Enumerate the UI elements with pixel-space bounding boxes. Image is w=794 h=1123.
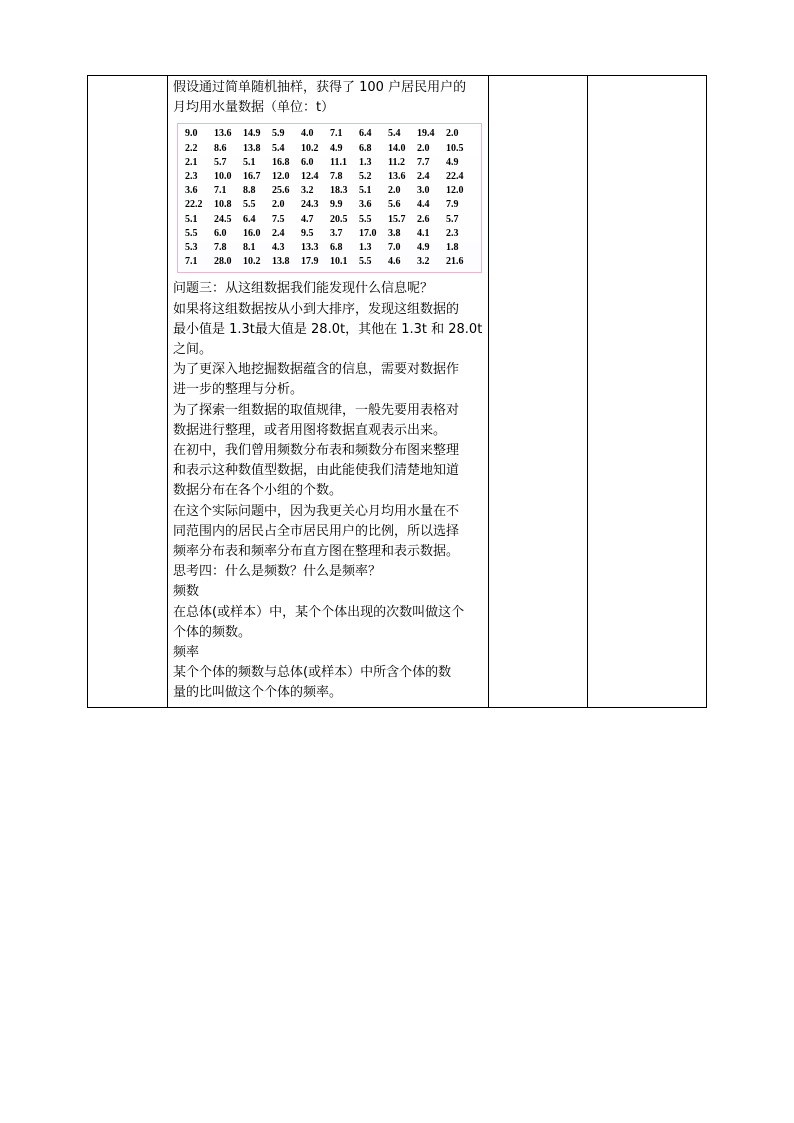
data-value: 4.1 bbox=[417, 227, 430, 239]
data-value: 13.3 bbox=[301, 242, 319, 254]
data-value: 12.0 bbox=[446, 185, 464, 197]
body-text bbox=[173, 279, 484, 703]
data-value: 10.0 bbox=[214, 171, 232, 183]
data-value: 28.0 bbox=[214, 256, 232, 268]
data-value: 2.4 bbox=[417, 171, 430, 183]
data-value: 24.5 bbox=[214, 213, 232, 225]
data-row bbox=[185, 213, 475, 227]
data-value: 7.1 bbox=[330, 128, 343, 140]
text-line: 问题三：从这组数据我们能发现什么信息呢？ bbox=[173, 281, 434, 297]
data-value: 3.8 bbox=[388, 227, 401, 239]
data-value: 5.1 bbox=[185, 213, 198, 225]
data-row bbox=[185, 184, 475, 198]
data-value: 3.7 bbox=[330, 227, 343, 239]
data-value: 10.8 bbox=[214, 199, 232, 211]
data-value: 7.0 bbox=[388, 242, 401, 254]
data-value: 11.2 bbox=[388, 156, 405, 168]
data-value: 9.5 bbox=[301, 227, 314, 239]
data-value: 13.6 bbox=[388, 171, 406, 183]
content-cell bbox=[168, 76, 489, 708]
text-line: 个体的频数。 bbox=[173, 624, 252, 640]
data-value: 3.6 bbox=[359, 199, 372, 211]
text-line: 频率 bbox=[173, 645, 200, 661]
text-line: 数据分布在各个小组的个数。 bbox=[173, 483, 343, 499]
data-value: 6.0 bbox=[301, 156, 314, 168]
data-value: 14.9 bbox=[243, 128, 261, 140]
data-value: 2.2 bbox=[185, 142, 198, 154]
data-value: 5.5 bbox=[359, 256, 372, 268]
text-line: 进一步的整理与分析。 bbox=[173, 382, 304, 398]
data-value: 17.9 bbox=[301, 256, 319, 268]
text-line: 如果将这组数据按从小到大排序，发现这组数据的 bbox=[173, 301, 460, 317]
data-value: 5.2 bbox=[359, 171, 372, 183]
data-value: 22.4 bbox=[446, 171, 464, 183]
lesson-row bbox=[88, 76, 707, 708]
data-row bbox=[185, 227, 475, 241]
data-value: 9.0 bbox=[185, 128, 198, 140]
data-value: 7.9 bbox=[446, 199, 459, 211]
data-value: 5.1 bbox=[359, 185, 372, 197]
data-value: 6.8 bbox=[359, 142, 372, 154]
data-value: 2.3 bbox=[185, 171, 198, 183]
data-value: 5.6 bbox=[388, 199, 401, 211]
third-cell bbox=[489, 76, 588, 708]
data-value: 17.0 bbox=[359, 227, 377, 239]
text-line: 频数 bbox=[173, 584, 200, 600]
data-value: 2.3 bbox=[446, 227, 459, 239]
data-value: 18.3 bbox=[330, 185, 348, 197]
data-value: 6.4 bbox=[359, 128, 372, 140]
data-value: 3.6 bbox=[185, 185, 198, 197]
text-line: 为了探索一组数据的取值规律，一般先要用表格对 bbox=[173, 402, 460, 418]
data-value: 5.4 bbox=[272, 142, 285, 154]
intro-text bbox=[173, 78, 484, 118]
text-line: 某个个体的频数与总体(或样本）中所含个体的数 bbox=[173, 665, 452, 681]
data-value: 2.0 bbox=[417, 142, 430, 154]
data-value: 8.1 bbox=[243, 242, 256, 254]
text-line: 假设通过简单随机抽样，获得了 100 户居民用户的 bbox=[173, 80, 467, 95]
lesson-table bbox=[87, 75, 707, 708]
data-value: 3.2 bbox=[301, 185, 314, 197]
data-value: 7.5 bbox=[272, 213, 285, 225]
left-cell bbox=[88, 76, 168, 708]
data-value: 6.4 bbox=[243, 213, 256, 225]
data-row bbox=[185, 255, 475, 269]
data-value: 19.4 bbox=[417, 128, 435, 140]
data-value: 5.4 bbox=[388, 128, 401, 140]
data-value: 25.6 bbox=[272, 185, 290, 197]
data-value: 4.9 bbox=[417, 242, 430, 254]
text-line: 频率分布表和频率分布直方图在整理和表示数据。 bbox=[173, 544, 460, 560]
data-value: 2.6 bbox=[417, 213, 430, 225]
data-value: 21.6 bbox=[446, 256, 464, 268]
data-value: 7.1 bbox=[214, 185, 227, 197]
data-value: 13.8 bbox=[243, 142, 261, 154]
data-value: 1.3 bbox=[359, 242, 372, 254]
water-data-box bbox=[177, 123, 482, 273]
data-value: 20.5 bbox=[330, 213, 348, 225]
data-value: 22.2 bbox=[185, 199, 203, 211]
data-value: 5.1 bbox=[243, 156, 256, 168]
data-value: 8.6 bbox=[214, 142, 227, 154]
data-row bbox=[185, 241, 475, 255]
data-value: 14.0 bbox=[388, 142, 406, 154]
data-value: 2.0 bbox=[272, 199, 285, 211]
text-line: 在总体(或样本）中，某个个体出现的次数叫做这个 bbox=[173, 604, 465, 620]
text-line: 和表示这种数值型数据，由此能使我们清楚地知道 bbox=[173, 463, 460, 479]
data-value: 3.2 bbox=[417, 256, 430, 268]
data-value: 10.5 bbox=[446, 142, 464, 154]
data-row bbox=[185, 127, 475, 141]
data-row bbox=[185, 156, 475, 170]
data-value: 10.2 bbox=[243, 256, 261, 268]
data-value: 4.3 bbox=[272, 242, 285, 254]
data-value: 2.0 bbox=[388, 185, 401, 197]
data-value: 2.0 bbox=[446, 128, 459, 140]
data-value: 16.8 bbox=[272, 156, 290, 168]
data-value: 5.7 bbox=[446, 213, 459, 225]
text-line: 最小值是 1.3t最大值是 28.0t，其他在 1.3t 和 28.0t bbox=[173, 321, 483, 337]
data-value: 8.8 bbox=[243, 185, 256, 197]
text-line: 量的比叫做这个个体的频率。 bbox=[173, 685, 343, 701]
data-value: 10.1 bbox=[330, 256, 348, 268]
data-value: 4.7 bbox=[301, 213, 314, 225]
text-line: 同范围内的居民占全市居民用户的比例，所以选择 bbox=[173, 523, 460, 539]
data-value: 16.0 bbox=[243, 227, 261, 239]
text-line: 之间。 bbox=[173, 342, 213, 358]
data-value: 2.4 bbox=[272, 227, 285, 239]
data-value: 9.9 bbox=[330, 199, 343, 211]
data-value: 4.9 bbox=[330, 142, 343, 154]
data-value: 4.0 bbox=[301, 128, 314, 140]
data-value: 7.8 bbox=[330, 171, 343, 183]
data-value: 5.7 bbox=[214, 156, 227, 168]
data-value: 4.4 bbox=[417, 199, 430, 211]
data-value: 13.6 bbox=[214, 128, 232, 140]
text-line: 在这个实际问题中，因为我更关心月均用水量在不 bbox=[173, 503, 460, 519]
data-value: 15.7 bbox=[388, 213, 406, 225]
data-value: 16.7 bbox=[243, 171, 261, 183]
data-value: 3.0 bbox=[417, 185, 430, 197]
data-value: 7.8 bbox=[214, 242, 227, 254]
data-value: 5.3 bbox=[185, 242, 198, 254]
text-line: 在初中，我们曾用频数分布表和频数分布图来整理 bbox=[173, 443, 460, 459]
data-value: 24.3 bbox=[301, 199, 319, 211]
content-body bbox=[168, 76, 488, 707]
water-data-grid bbox=[185, 127, 475, 269]
data-row bbox=[185, 198, 475, 212]
data-value: 1.3 bbox=[359, 156, 372, 168]
text-line: 月均用水量数据（单位：t） bbox=[173, 100, 335, 116]
text-line: 为了更深入地挖掘数据蕴含的信息，需要对数据作 bbox=[173, 362, 460, 378]
data-value: 6.8 bbox=[330, 242, 343, 254]
data-value: 2.1 bbox=[185, 156, 198, 168]
data-value: 4.9 bbox=[446, 156, 459, 168]
data-value: 5.5 bbox=[185, 227, 198, 239]
data-value: 1.8 bbox=[446, 242, 459, 254]
data-value: 7.1 bbox=[185, 256, 198, 268]
data-value: 10.2 bbox=[301, 142, 319, 154]
data-row bbox=[185, 170, 475, 184]
data-value: 12.0 bbox=[272, 171, 290, 183]
data-value: 6.0 bbox=[214, 227, 227, 239]
data-value: 12.4 bbox=[301, 171, 319, 183]
data-value: 5.5 bbox=[243, 199, 256, 211]
data-value: 11.1 bbox=[330, 156, 347, 168]
text-line: 思考四：什么是频数？什么是频率？ bbox=[173, 564, 382, 580]
data-value: 13.8 bbox=[272, 256, 290, 268]
data-value: 5.9 bbox=[272, 128, 285, 140]
data-row bbox=[185, 142, 475, 156]
data-value: 4.6 bbox=[388, 256, 401, 268]
data-value: 5.5 bbox=[359, 213, 372, 225]
data-value: 7.7 bbox=[417, 156, 430, 168]
fourth-cell bbox=[588, 76, 707, 708]
text-line: 数据进行整理，或者用图将数据直观表示出来。 bbox=[173, 422, 447, 438]
